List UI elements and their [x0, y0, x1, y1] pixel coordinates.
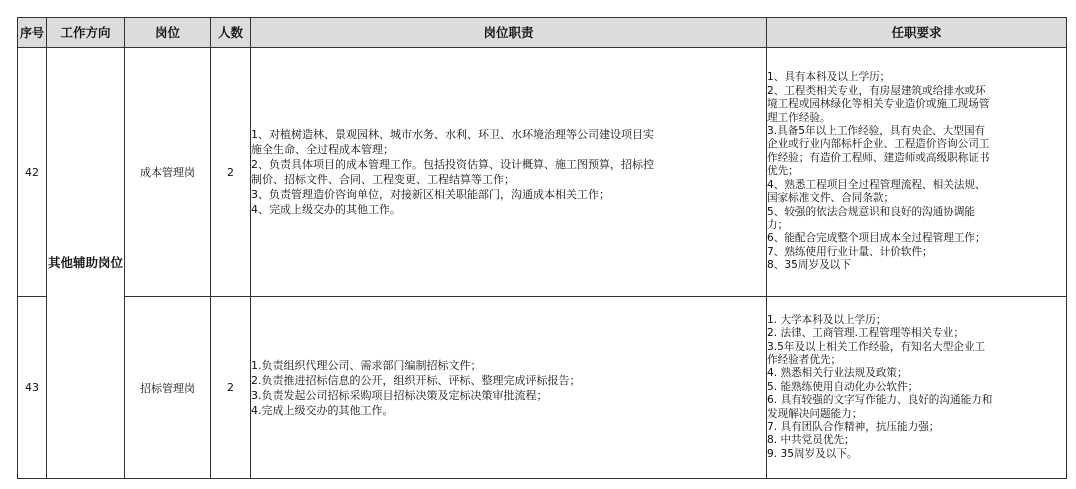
- requirement-line: 6、能配合完成整个项目成本全过程管理工作；: [767, 232, 986, 245]
- row-count: 2: [211, 297, 251, 479]
- header-duties: 岗位职责: [251, 18, 767, 48]
- duty-line: 4.完成上级交办的其他工作。: [251, 403, 394, 417]
- requirement-line: 2. 法律、工商管理.工程管理等相关专业；: [767, 327, 964, 340]
- table-row: [18, 48, 1067, 297]
- duty-line: 3、负责管理造价咨询单位，对接新区相关职能部门，沟通成本相关工作；: [251, 188, 610, 201]
- requirement-line: 3.具备5年以上工作经验，具有央企、大型国有: [767, 125, 986, 138]
- requirement-line: 8、35周岁及以下: [767, 259, 851, 272]
- header-seq: 序号: [18, 18, 47, 48]
- row-count: 2: [211, 48, 251, 297]
- duty-line: 2、负责具体项目的成本管理工作。包括投资估算、设计概算、施工图预算，招标控: [251, 158, 654, 171]
- duty-line: 4、完成上级交办的其他工作。: [251, 203, 401, 216]
- requirement-line: 5、较强的依法合规意识和良好的沟通协调能: [767, 205, 976, 218]
- requirement-line: 国家标准文件、合同条款；: [767, 192, 895, 205]
- requirement-line: 7. 具有团队合作精神，抗压能力强；: [767, 421, 940, 434]
- row-requirements: [767, 48, 1067, 297]
- requirement-line: 作经验者优先；: [767, 353, 842, 366]
- requirement-line: 5. 能熟练使用自动化办公软件；: [767, 380, 919, 393]
- requirement-line: 7、熟练使用行业计量、计价软件；: [767, 245, 933, 258]
- duty-line: 2.负责推进招标信息的公开，组织开标、评标、整理完成评标报告；: [251, 373, 581, 387]
- work-direction-cell: 其他辅助岗位: [47, 48, 125, 479]
- requirement-line: 4. 熟悉相关行业法规及政策；: [767, 367, 908, 380]
- requirement-line: 6. 具有较强的文字写作能力、良好的沟通能力和: [767, 394, 993, 407]
- row-position: 成本管理岗: [125, 48, 211, 297]
- requirement-line: 4、熟悉工程项目全过程管理流程、相关法规、: [767, 178, 986, 191]
- duty-line: 制价、招标文件、合同、工程变更、工程结算等工作；: [251, 173, 515, 186]
- requirement-line: 企业或行业内部标杆企业、工程造价咨询公司工: [767, 138, 990, 151]
- header-direction: 工作方向: [47, 18, 125, 48]
- row-seq: 42: [18, 48, 47, 297]
- duty-line: 1.负责组织代理公司、需求部门编制招标文件；: [251, 358, 482, 372]
- requirement-line: 理工作经验。: [767, 111, 831, 124]
- duty-line: 3.负责发起公司招标采购项目招标决策及定标决策审批流程；: [251, 388, 548, 402]
- requirement-line: 境工程或园林绿化等相关专业造价或施工现场管: [767, 98, 990, 111]
- row-duties: [251, 48, 767, 297]
- recruitment-table: [17, 17, 1067, 479]
- row-seq: 43: [18, 297, 47, 479]
- table-row: [18, 297, 1067, 479]
- header-position: 岗位: [125, 18, 211, 48]
- requirement-line: 2、工程类相关专业，有房屋建筑或给排水或环: [767, 84, 986, 97]
- requirement-line: 发现解决问题能力；: [767, 407, 863, 420]
- header-requirements: 任职要求: [767, 18, 1067, 48]
- header-count: 人数: [211, 18, 251, 48]
- row-duties: [251, 297, 767, 479]
- header-row: [18, 18, 1067, 48]
- requirement-line: 1、具有本科及以上学历；: [767, 71, 891, 84]
- requirement-line: 力；: [767, 218, 789, 231]
- row-requirements: [767, 297, 1067, 479]
- requirement-line: 作经验；有造价工程师、建造师或高级职称证书: [767, 151, 990, 164]
- duty-line: 施全生命、全过程成本管理；: [251, 143, 394, 156]
- requirement-line: 1. 大学本科及以上学历；: [767, 313, 887, 326]
- requirement-line: 3.5年及以上相关工作经验，有知名大型企业工: [767, 340, 986, 353]
- requirement-line: 8. 中共党员优先；: [767, 434, 855, 447]
- requirement-line: 9. 35周岁及以下。: [767, 447, 858, 460]
- row-position: 招标管理岗: [125, 297, 211, 479]
- duty-line: 1、对植树造林、景观园林、城市水务、水利、环卫、水环境治理等公司建设项目实: [251, 128, 654, 141]
- requirement-line: 优先；: [767, 165, 799, 178]
